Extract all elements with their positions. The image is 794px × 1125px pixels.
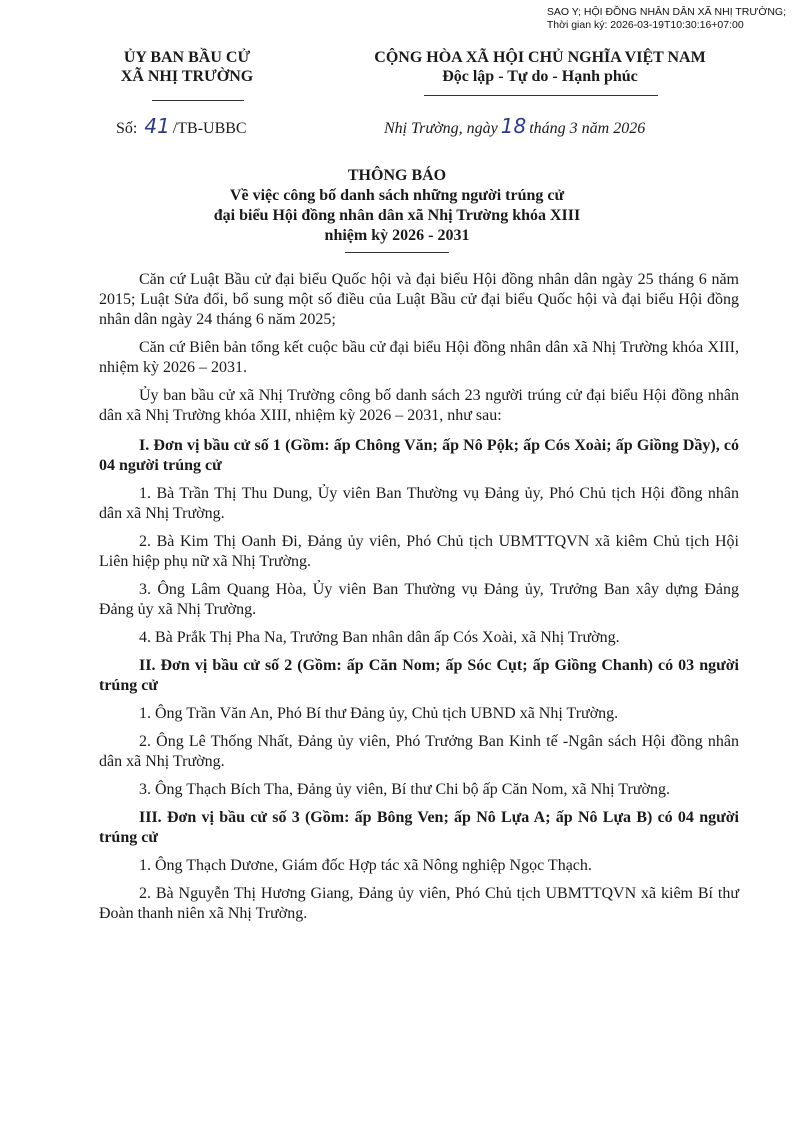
- title-subject-2: đại biểu Hội đồng nhân dân xã Nhị Trường khóa XIII: [213, 207, 581, 224]
- date-prefix: Nhị Trường, ngày: [384, 120, 498, 137]
- title-subject-1: Về việc công bố danh sách những người trúng cử: [229, 187, 565, 204]
- stamp-time: Thời gian ký: 2026-03-19T10:30:16+07:00: [546, 19, 744, 31]
- national-motto: Độc lập - Tự do - Hạnh phúc: [442, 68, 638, 85]
- issuing-organization: [92, 48, 282, 86]
- legal-basis-1: Căn cứ Luật Bầu cử đại biểu Quốc hội và đại biểu Hội đồng nhân dân ngày 25 tháng 6 năm 2015; Luật Sửa đổi, bổ sung một số điều của Luật Bầu cử đại biểu Quốc hội và đại biểu Hội đồng nhân dân ngày 24 tháng 6 năm 2025;: [99, 271, 739, 328]
- title-underline: [345, 252, 449, 253]
- country-name: CỘNG HÒA XÃ HỘI CHỦ NGHĨA VIỆT NAM: [374, 49, 706, 66]
- list-item: 2. Ông Lê Thống Nhất, Đảng ủy viên, Phó Trưởng Ban Kinh tế -Ngân sách Hội đồng nhân dân xã Nhị Trường.: [99, 733, 739, 770]
- document-date: [384, 114, 646, 138]
- org-line-2: XÃ NHỊ TRƯỜNG: [120, 68, 254, 85]
- document-number: [116, 114, 247, 138]
- title-main: THÔNG BÁO: [347, 167, 447, 184]
- date-suffix: tháng 3 năm 2026: [529, 120, 646, 137]
- section-heading-1: I. Đơn vị bầu cử số 1 (Gồm: ấp Chông Văn; ấp Nô Pộk; ấp Cós Xoài; ấp Giồng Dầy), có 04 người trúng cử: [99, 437, 739, 474]
- date-day-handwritten: 18: [500, 114, 527, 138]
- org-underline: [152, 100, 244, 101]
- list-item: 3. Ông Thạch Bích Tha, Đảng ủy viên, Bí thư Chi bộ ấp Căn Nom, xã Nhị Trường.: [139, 781, 670, 798]
- number-suffix: /TB-UBBC: [172, 120, 247, 137]
- document-title: [0, 166, 794, 246]
- section-heading-2: II. Đơn vị bầu cử số 2 (Gồm: ấp Căn Nom; ấp Sóc Cụt; ấp Giồng Chanh) có 03 người trúng cử: [99, 657, 739, 694]
- digital-signature-stamp: [547, 6, 786, 32]
- list-item: 3. Ông Lâm Quang Hòa, Ủy viên Ban Thường vụ Đảng ủy, Trưởng Ban xây dựng Đảng Đảng ủy xã Nhị Trường.: [99, 581, 739, 618]
- section-heading-3: III. Đơn vị bầu cử số 3 (Gồm: ấp Bông Ven; ấp Nô Lựa A; ấp Nô Lựa B) có 04 người trúng cử: [99, 809, 739, 846]
- number-prefix: Số:: [116, 120, 138, 137]
- number-handwritten: 41: [144, 114, 170, 138]
- list-item: 2. Bà Kim Thị Oanh Đi, Đảng ủy viên, Phó Chủ tịch UBMTTQVN xã kiêm Chủ tịch Hội Liên hiệp phụ nữ xã Nhị Trường.: [99, 533, 739, 570]
- org-line-1: ỦY BAN BẦU CỬ: [123, 49, 251, 66]
- list-item: 4. Bà Prắk Thị Pha Na, Trưởng Ban nhân dân ấp Cós Xoài, xã Nhị Trường.: [139, 629, 620, 646]
- national-header: [340, 48, 740, 86]
- motto-underline: [424, 95, 658, 96]
- list-item: 1. Ông Trần Văn An, Phó Bí thư Đảng ủy, Chủ tịch UBND xã Nhị Trường.: [139, 705, 619, 722]
- document-body: [99, 270, 739, 932]
- stamp-signer: SAO Y; HỘI ĐỒNG NHÂN DÂN XÃ NHỊ TRƯỜNG;: [546, 6, 786, 18]
- list-item: 2. Bà Nguyễn Thị Hương Giang, Đảng ủy viên, Phó Chủ tịch UBMTTQVN xã kiêm Bí thư Đoàn thanh niên xã Nhị Trường.: [99, 885, 739, 922]
- list-item: 1. Ông Thạch Dươne, Giám đốc Hợp tác xã Nông nghiệp Ngọc Thạch.: [139, 857, 592, 874]
- legal-basis-2: Căn cứ Biên bản tổng kết cuộc bầu cử đại biểu Hội đồng nhân dân xã Nhị Trường khóa XIII, nhiệm kỳ 2026 – 2031.: [99, 339, 739, 376]
- list-item: 1. Bà Trần Thị Thu Dung, Ủy viên Ban Thường vụ Đảng ủy, Phó Chủ tịch Hội đồng nhân dân xã Nhị Trường.: [99, 485, 739, 522]
- announcement-intro: Ủy ban bầu cử xã Nhị Trường công bố danh sách 23 người trúng cử đại biểu Hội đồng nhân dân xã Nhị Trường khóa XIII, nhiệm kỳ 2026 – 2031, như sau:: [99, 387, 739, 424]
- title-subject-3: nhiệm kỳ 2026 - 2031: [324, 227, 470, 244]
